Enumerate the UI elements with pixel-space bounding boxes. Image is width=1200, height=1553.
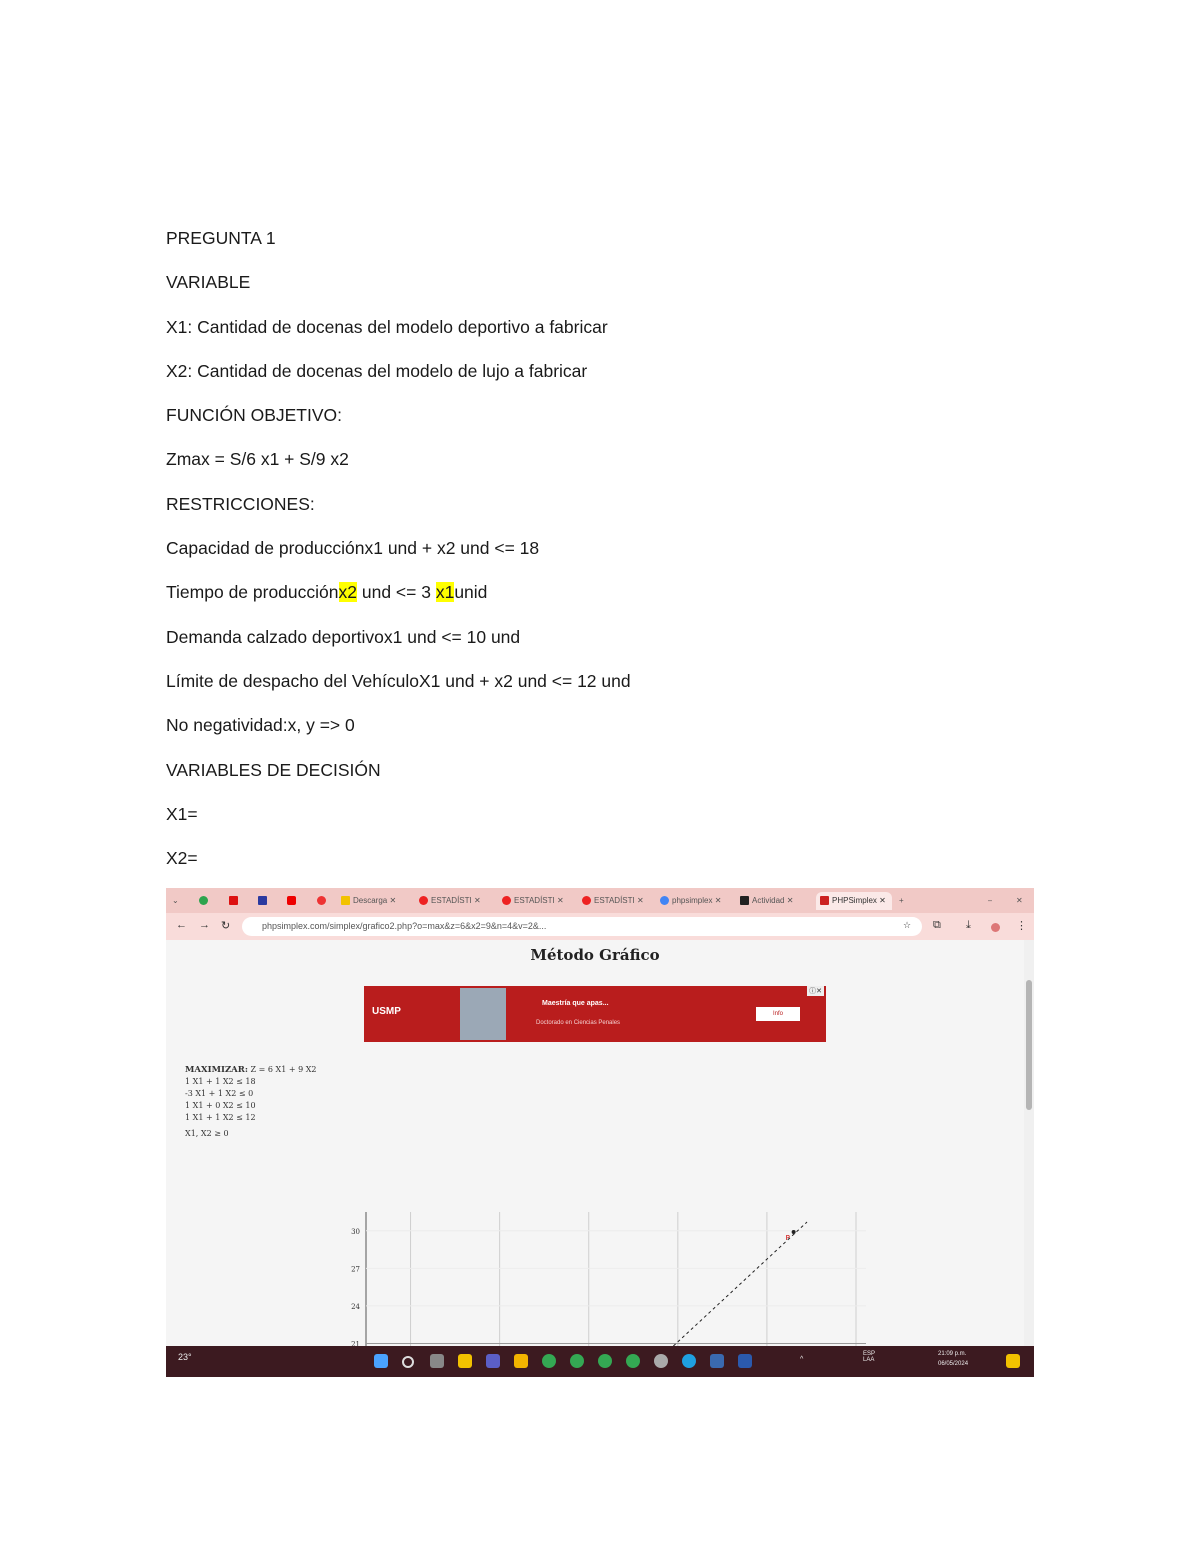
tab[interactable]: Actividad ✕ xyxy=(740,892,810,910)
vertical-scrollbar[interactable] xyxy=(1024,940,1034,1346)
objective-expression: Z = 6 X1 + 9 X2 xyxy=(250,1065,317,1074)
x1-value: X1= xyxy=(166,803,198,824)
pinned-tab-icon[interactable] xyxy=(258,896,267,905)
constraint-demand: Demanda calzado deportivox1 und <= 10 und xyxy=(166,626,521,647)
advertisement-banner[interactable] xyxy=(364,986,826,1042)
pinned-tab-icon[interactable] xyxy=(317,896,326,905)
y-tick-label: 30 xyxy=(351,1227,360,1236)
download-icon[interactable]: ⤓ xyxy=(966,919,971,931)
tab-search-icon[interactable]: ⌄ xyxy=(172,896,179,905)
pinned-tab-icon[interactable] xyxy=(199,896,208,905)
chrome-icon[interactable] xyxy=(542,1354,556,1368)
chrome-icon[interactable] xyxy=(626,1354,640,1368)
embedded-screenshot xyxy=(166,888,1034,1377)
tab[interactable]: ESTADÍSTI ✕ xyxy=(502,892,572,910)
y-tick-label: 27 xyxy=(351,1265,360,1274)
ad-close-icon[interactable]: ⓘ✕ xyxy=(809,988,822,995)
document-body xyxy=(166,226,1046,890)
clock-date[interactable]: 06/05/2024 xyxy=(938,1361,969,1367)
reload-icon[interactable]: ↻ xyxy=(221,920,231,932)
point-label: P xyxy=(785,1234,790,1243)
menu-icon[interactable]: ⋮ xyxy=(1016,920,1027,932)
page-title: Método Gráfico xyxy=(530,946,660,964)
data-point xyxy=(792,1230,796,1234)
ad-headline: Maestría que apas... xyxy=(542,1000,609,1007)
constraint-time-mid: und <= 3 xyxy=(357,582,436,603)
settings-gear-icon[interactable] xyxy=(654,1354,668,1368)
forward-arrow-icon[interactable]: → xyxy=(199,919,210,931)
photos-icon[interactable] xyxy=(710,1354,724,1368)
widgets-icon[interactable] xyxy=(458,1354,472,1368)
extensions-icon[interactable]: ⧉ xyxy=(933,919,941,931)
close-window-icon[interactable]: ✕ xyxy=(1016,896,1023,905)
tab-active[interactable]: PHPSimplex ✕ xyxy=(816,892,892,910)
web-page xyxy=(166,940,1024,1346)
address-bar xyxy=(166,913,1034,940)
highlight-x1: x1 xyxy=(435,582,455,603)
tab[interactable]: Descarga ✕ xyxy=(341,892,411,910)
chrome-icon[interactable] xyxy=(598,1354,612,1368)
bookmark-star-icon[interactable]: ☆ xyxy=(903,920,912,930)
weather-widget[interactable]: 23° xyxy=(178,1352,192,1362)
url-input[interactable]: phpsimplex.com/simplex/grafico2.php?o=max&z=6&x2=9&n=4&v=2&... xyxy=(242,917,922,936)
tab[interactable]: ESTADÍSTI ✕ xyxy=(419,892,489,910)
windows-taskbar xyxy=(166,1346,1034,1377)
model-constraint: 1 X1 + 1 X2 ≤ 18 xyxy=(185,1077,256,1086)
language-indicator[interactable]: ESP LAA xyxy=(863,1351,876,1363)
decision-heading: VARIABLES DE DECISIÓN xyxy=(166,759,381,780)
notification-icon[interactable] xyxy=(1006,1354,1020,1368)
y-tick-label: 21 xyxy=(351,1340,360,1346)
model-constraint: 1 X1 + 0 X2 ≤ 10 xyxy=(185,1101,256,1110)
new-tab-icon[interactable]: + xyxy=(899,896,904,905)
ad-subtext: Doctorado en Ciencias Penales xyxy=(536,1020,621,1026)
constraint-time-pre: Tiempo de producción xyxy=(166,582,339,603)
file-explorer-icon[interactable] xyxy=(514,1354,528,1368)
objective-label: MAXIMIZAR: xyxy=(185,1065,248,1075)
pinned-tab-icon[interactable] xyxy=(229,896,238,905)
x1-definition: X1: Cantidad de docenas del modelo deportivo a fabricar xyxy=(166,316,608,337)
variable-heading: VARIABLE xyxy=(166,272,251,293)
word-icon[interactable] xyxy=(738,1354,752,1368)
model-constraint: 1 X1 + 1 X2 ≤ 12 xyxy=(185,1113,256,1122)
lp-model xyxy=(185,1064,317,1140)
model-constraint: -3 X1 + 1 X2 ≤ 0 xyxy=(185,1089,254,1098)
y-tick-label: 24 xyxy=(351,1302,360,1311)
constraints-heading: RESTRICCIONES: xyxy=(166,493,315,514)
back-arrow-icon[interactable]: ← xyxy=(176,919,187,931)
minimize-icon[interactable]: – xyxy=(988,896,993,905)
ad-brand: USMP xyxy=(372,1006,401,1017)
tray-chevron-icon[interactable]: ^ xyxy=(800,1356,804,1363)
graphical-method-chart xyxy=(346,1202,866,1346)
clock-time[interactable]: 21:09 p.m. xyxy=(938,1351,967,1357)
youtube-icon[interactable] xyxy=(287,896,296,905)
profile-avatar[interactable] xyxy=(991,923,1000,932)
edge-icon[interactable] xyxy=(682,1354,696,1368)
constraint-nonnegativity: No negatividad:x, y => 0 xyxy=(166,715,355,736)
constraint-vehicle: Límite de despacho del VehículoX1 und + x2 und <= 12 und xyxy=(166,670,631,691)
constraint-time-post: unid xyxy=(454,582,488,603)
task-view-icon[interactable] xyxy=(430,1354,444,1368)
tab[interactable]: phpsimplex ✕ xyxy=(660,892,730,910)
question-title: PREGUNTA 1 xyxy=(166,228,276,248)
ad-button[interactable]: Info xyxy=(756,1007,800,1021)
highlight-x2: x2 xyxy=(338,582,357,603)
scrollbar-thumb[interactable] xyxy=(1026,980,1032,1110)
constraint-capacity: Capacidad de producciónx1 und + x2 und <= 18 xyxy=(166,538,540,559)
x2-value: X2= xyxy=(166,848,198,869)
model-nonnegativity: X1, X2 ≥ 0 xyxy=(185,1129,229,1138)
teams-icon[interactable] xyxy=(486,1354,500,1368)
start-icon[interactable] xyxy=(374,1354,388,1368)
tab[interactable]: ESTADÍSTI ✕ xyxy=(582,892,652,910)
browser-tab-bar xyxy=(166,888,1034,913)
search-icon[interactable] xyxy=(402,1356,414,1368)
ad-image xyxy=(460,988,506,1040)
constraint-time xyxy=(166,580,1046,604)
objective-function: Zmax = S/6 x1 + S/9 x2 xyxy=(166,449,349,470)
x2-definition: X2: Cantidad de docenas del modelo de lujo a fabricar xyxy=(166,360,588,381)
objective-heading: FUNCIÓN OBJETIVO: xyxy=(166,405,342,426)
chrome-icon[interactable] xyxy=(570,1354,584,1368)
